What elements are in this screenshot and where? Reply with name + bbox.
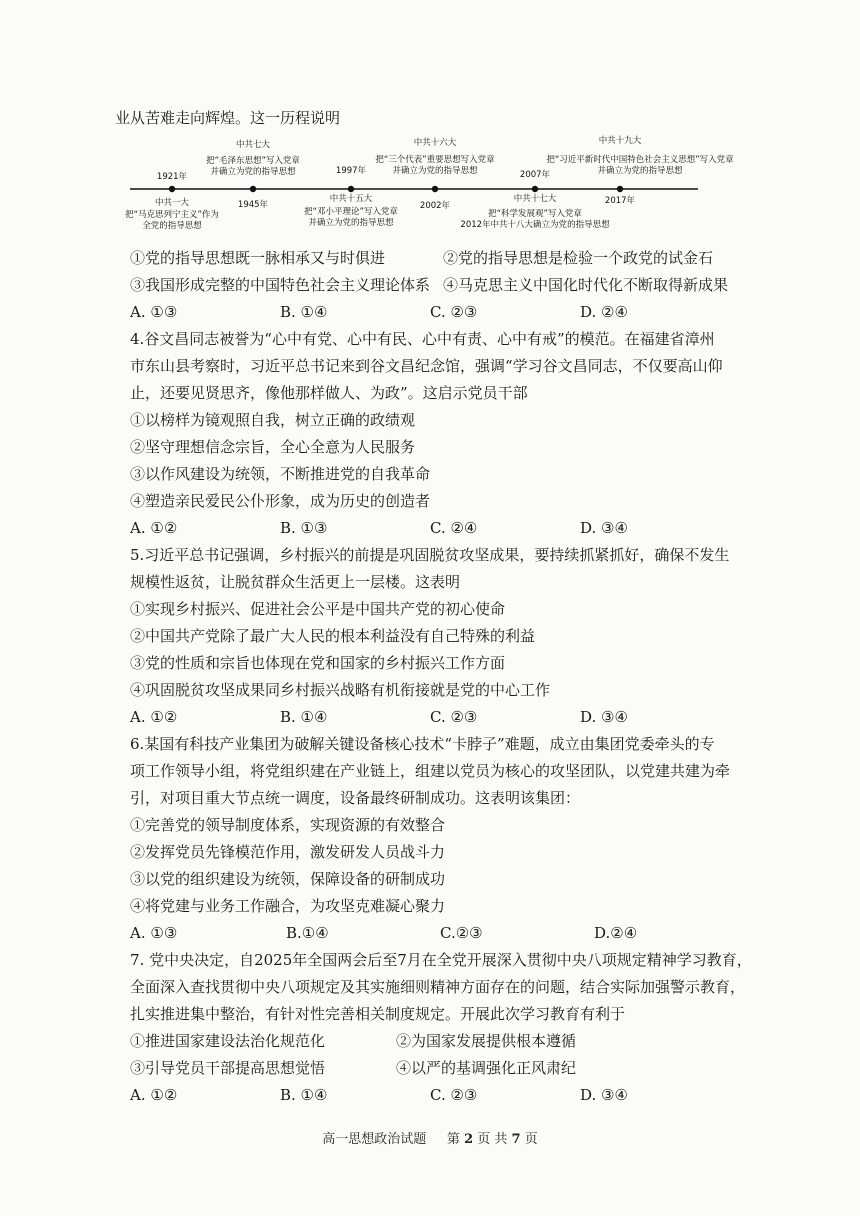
q7-statement-1: ①推进国家建设法治化规范化	[130, 1032, 326, 1050]
q7-statement-2: ②为国家发展提供根本遵循	[396, 1032, 577, 1050]
q4-statement-3: ③以作风建设为统领，不断推进党的自我革命	[130, 465, 431, 483]
q4-stem-line-2: 市东山县考察时，习近平总书记来到谷文昌纪念馆，强调“学习谷文昌同志，不仅要高山仰	[130, 357, 723, 375]
q6-choice-d[interactable]: D.②④	[594, 924, 638, 942]
q5-statement-3: ③党的性质和宗旨也体现在党和国家的乡村振兴工作方面	[130, 654, 506, 672]
q3-choice-b[interactable]: B. ①④	[280, 303, 328, 321]
q4-stem-line-3: 止，还要见贤思齐，像他那样做人、为政”。这启示党员干部	[130, 384, 528, 402]
q3-statement-4: ④马克思主义中国化时代化不断取得新成果	[443, 276, 729, 294]
timeline-congress-7: 中共七大	[235, 140, 271, 150]
timeline-node-1997	[348, 186, 354, 192]
timeline-congress-19: 中共十九大	[598, 136, 642, 146]
q7-choice-d[interactable]: D. ③④	[580, 1086, 628, 1104]
q6-choice-a[interactable]: A. ①③	[130, 924, 178, 942]
q5-statement-2: ②中国共产党除了最广大人民的根本利益没有自己特殊的利益	[130, 627, 536, 645]
q5-choice-c[interactable]: C. ②③	[430, 708, 478, 726]
footer-total-pages: 7	[511, 1132, 521, 1147]
q4-statement-1: ①以榜样为镜观照自我，树立正确的政绩观	[130, 411, 416, 429]
timeline-desc-15b: 并确立为党的指导思想	[308, 218, 394, 228]
timeline-year-2002: 2002年	[419, 201, 451, 211]
q5-stem-line-2: 规模性返贫，让脱贫群众生活更上一层楼。这表明	[130, 573, 461, 591]
timeline-year-1945: 1945年	[237, 200, 269, 210]
timeline-desc-17b: 2012年中共十八大确立为党的指导思想	[460, 220, 610, 230]
q7-choice-b[interactable]: B. ①④	[280, 1086, 328, 1104]
timeline-year-1997: 1997年	[335, 166, 367, 176]
timeline-congress-16: 中共十六大	[413, 138, 457, 148]
q7-stem-line-1: 7. 党中央决定，自2025年全国两会后至7月在全党开展深入贯彻中央八项规定精神学习教育，	[130, 951, 752, 969]
intro-text: 业从苦难走向辉煌。这一历程说明	[115, 109, 341, 127]
q6-choice-c[interactable]: C.②③	[440, 924, 483, 942]
q6-statement-2: ②发挥党员先锋模范作用，激发研发人员战斗力	[130, 843, 446, 861]
timeline-desc-16b: 并确立为党的指导思想	[392, 166, 478, 176]
timeline-year-2017: 2017年	[604, 196, 636, 206]
q4-choice-b[interactable]: B. ①③	[280, 519, 328, 537]
timeline-desc-1b: 全党的指导思想	[142, 221, 202, 231]
timeline-congress-15: 中共十五大	[329, 194, 373, 204]
q3-choice-d[interactable]: D. ②④	[580, 303, 628, 321]
q6-stem-line-3: 引，对项目重大节点统一调度，设备最终研制成功。这表明该集团：	[130, 789, 581, 807]
q4-choice-a[interactable]: A. ①②	[130, 519, 178, 537]
q6-stem-line-1: 6.某国有科技产业集团为破解关键设备核心技术“卡脖子”难题，成立由集团党委牵头的专	[130, 735, 715, 753]
q3-statement-2: ②党的指导思想是检验一个政党的试金石	[443, 249, 714, 267]
timeline-desc-16a: 把“三个代表”重要思想写入党章	[375, 155, 495, 165]
page-footer	[0, 1128, 860, 1147]
q5-statement-4: ④巩固脱贫攻坚成果同乡村振兴战略有机衔接就是党的中心工作	[130, 681, 551, 699]
q7-stem-line-2: 全面深入查找贯彻中央八项规定及其实施细则精神方面存在的问题，结合实际加强警示教育，	[130, 978, 746, 996]
q6-choice-b[interactable]: B.①④	[286, 924, 329, 942]
timeline-year-2007: 2007年	[519, 170, 551, 180]
q7-stem-line-3: 扎实推进集中整治，有针对性完善相关制度规定。开展此次学习教育有利于	[130, 1005, 626, 1023]
timeline-node-1921	[169, 186, 175, 192]
timeline-desc-1a: 把“马克思列宁主义”作为	[125, 210, 219, 220]
timeline-congress-1: 中共一大	[154, 198, 190, 208]
q5-choice-a[interactable]: A. ①②	[130, 708, 178, 726]
footer-subject: 高一思想政治试题	[322, 1132, 427, 1147]
footer-page-suffix: 页	[524, 1132, 538, 1147]
footer-page-number: 2	[464, 1132, 474, 1147]
timeline-node-1945	[250, 186, 256, 192]
timeline-year-1921: 1921年	[156, 172, 188, 182]
q6-statement-4: ④将党建与业务工作融合，为攻坚克难凝心聚力	[130, 897, 446, 915]
timeline-node-2002	[432, 186, 438, 192]
q3-choice-a[interactable]: A. ①③	[130, 303, 178, 321]
q5-stem-line-1: 5.习近平总书记强调，乡村振兴的前提是巩固脱贫攻坚成果，要持续抓紧抓好，确保不发生	[130, 546, 730, 564]
timeline-desc-7b: 并确立为党的指导思想	[210, 167, 296, 177]
q7-statement-4: ④以严的基调强化正风肃纪	[396, 1059, 577, 1077]
q6-stem-line-2: 项工作领导小组，将党组织建在产业链上，组建以党员为核心的攻坚团队，以党建共建为牵	[130, 762, 731, 780]
timeline-desc-19a: 把“习近平新时代中国特色社会主义思想”写入党章	[546, 155, 734, 165]
footer-page-prefix: 第	[446, 1132, 460, 1147]
history-timeline	[110, 132, 750, 242]
timeline-desc-17a: 把“科学发展观”写入党章	[488, 209, 582, 219]
q5-statement-1: ①实现乡村振兴、促进社会公平是中国共产党的初心使命	[130, 600, 506, 618]
timeline-desc-15a: 把“邓小平理论”写入党章	[304, 207, 398, 217]
q4-stem-line-1: 4.谷文昌同志被誉为“心中有党、心中有民、心中有责、心中有戒”的模范。在福建省漳州	[130, 330, 715, 348]
q3-choice-c[interactable]: C. ②③	[430, 303, 478, 321]
timeline-congress-17: 中共十七大	[513, 194, 557, 204]
q3-statement-3: ③我国形成完整的中国特色社会主义理论体系	[130, 276, 431, 294]
q7-statement-3: ③引导党员干部提高思想觉悟	[130, 1059, 326, 1077]
timeline-node-2007	[532, 186, 538, 192]
q7-choice-c[interactable]: C. ②③	[430, 1086, 478, 1104]
q6-statement-1: ①完善党的领导制度体系，实现资源的有效整合	[130, 816, 446, 834]
timeline-desc-19b: 并确立为党的指导思想	[597, 166, 683, 176]
footer-page-mid: 页 共	[477, 1132, 508, 1147]
timeline-node-2017	[617, 186, 623, 192]
q3-statement-1: ①党的指导思想既一脉相承又与时俱进	[130, 249, 386, 267]
q4-statement-4: ④塑造亲民爱民公仆形象，成为历史的创造者	[130, 492, 431, 510]
q4-statement-2: ②坚守理想信念宗旨，全心全意为人民服务	[130, 438, 416, 456]
q4-choice-d[interactable]: D. ③④	[580, 519, 628, 537]
q7-choice-a[interactable]: A. ①②	[130, 1086, 178, 1104]
q6-statement-3: ③以党的组织建设为统领，保障设备的研制成功	[130, 870, 446, 888]
timeline-desc-7a: 把“毛泽东思想”写入党章	[206, 156, 300, 166]
q4-choice-c[interactable]: C. ②④	[430, 519, 478, 537]
q5-choice-b[interactable]: B. ①④	[280, 708, 328, 726]
q5-choice-d[interactable]: D. ③④	[580, 708, 628, 726]
